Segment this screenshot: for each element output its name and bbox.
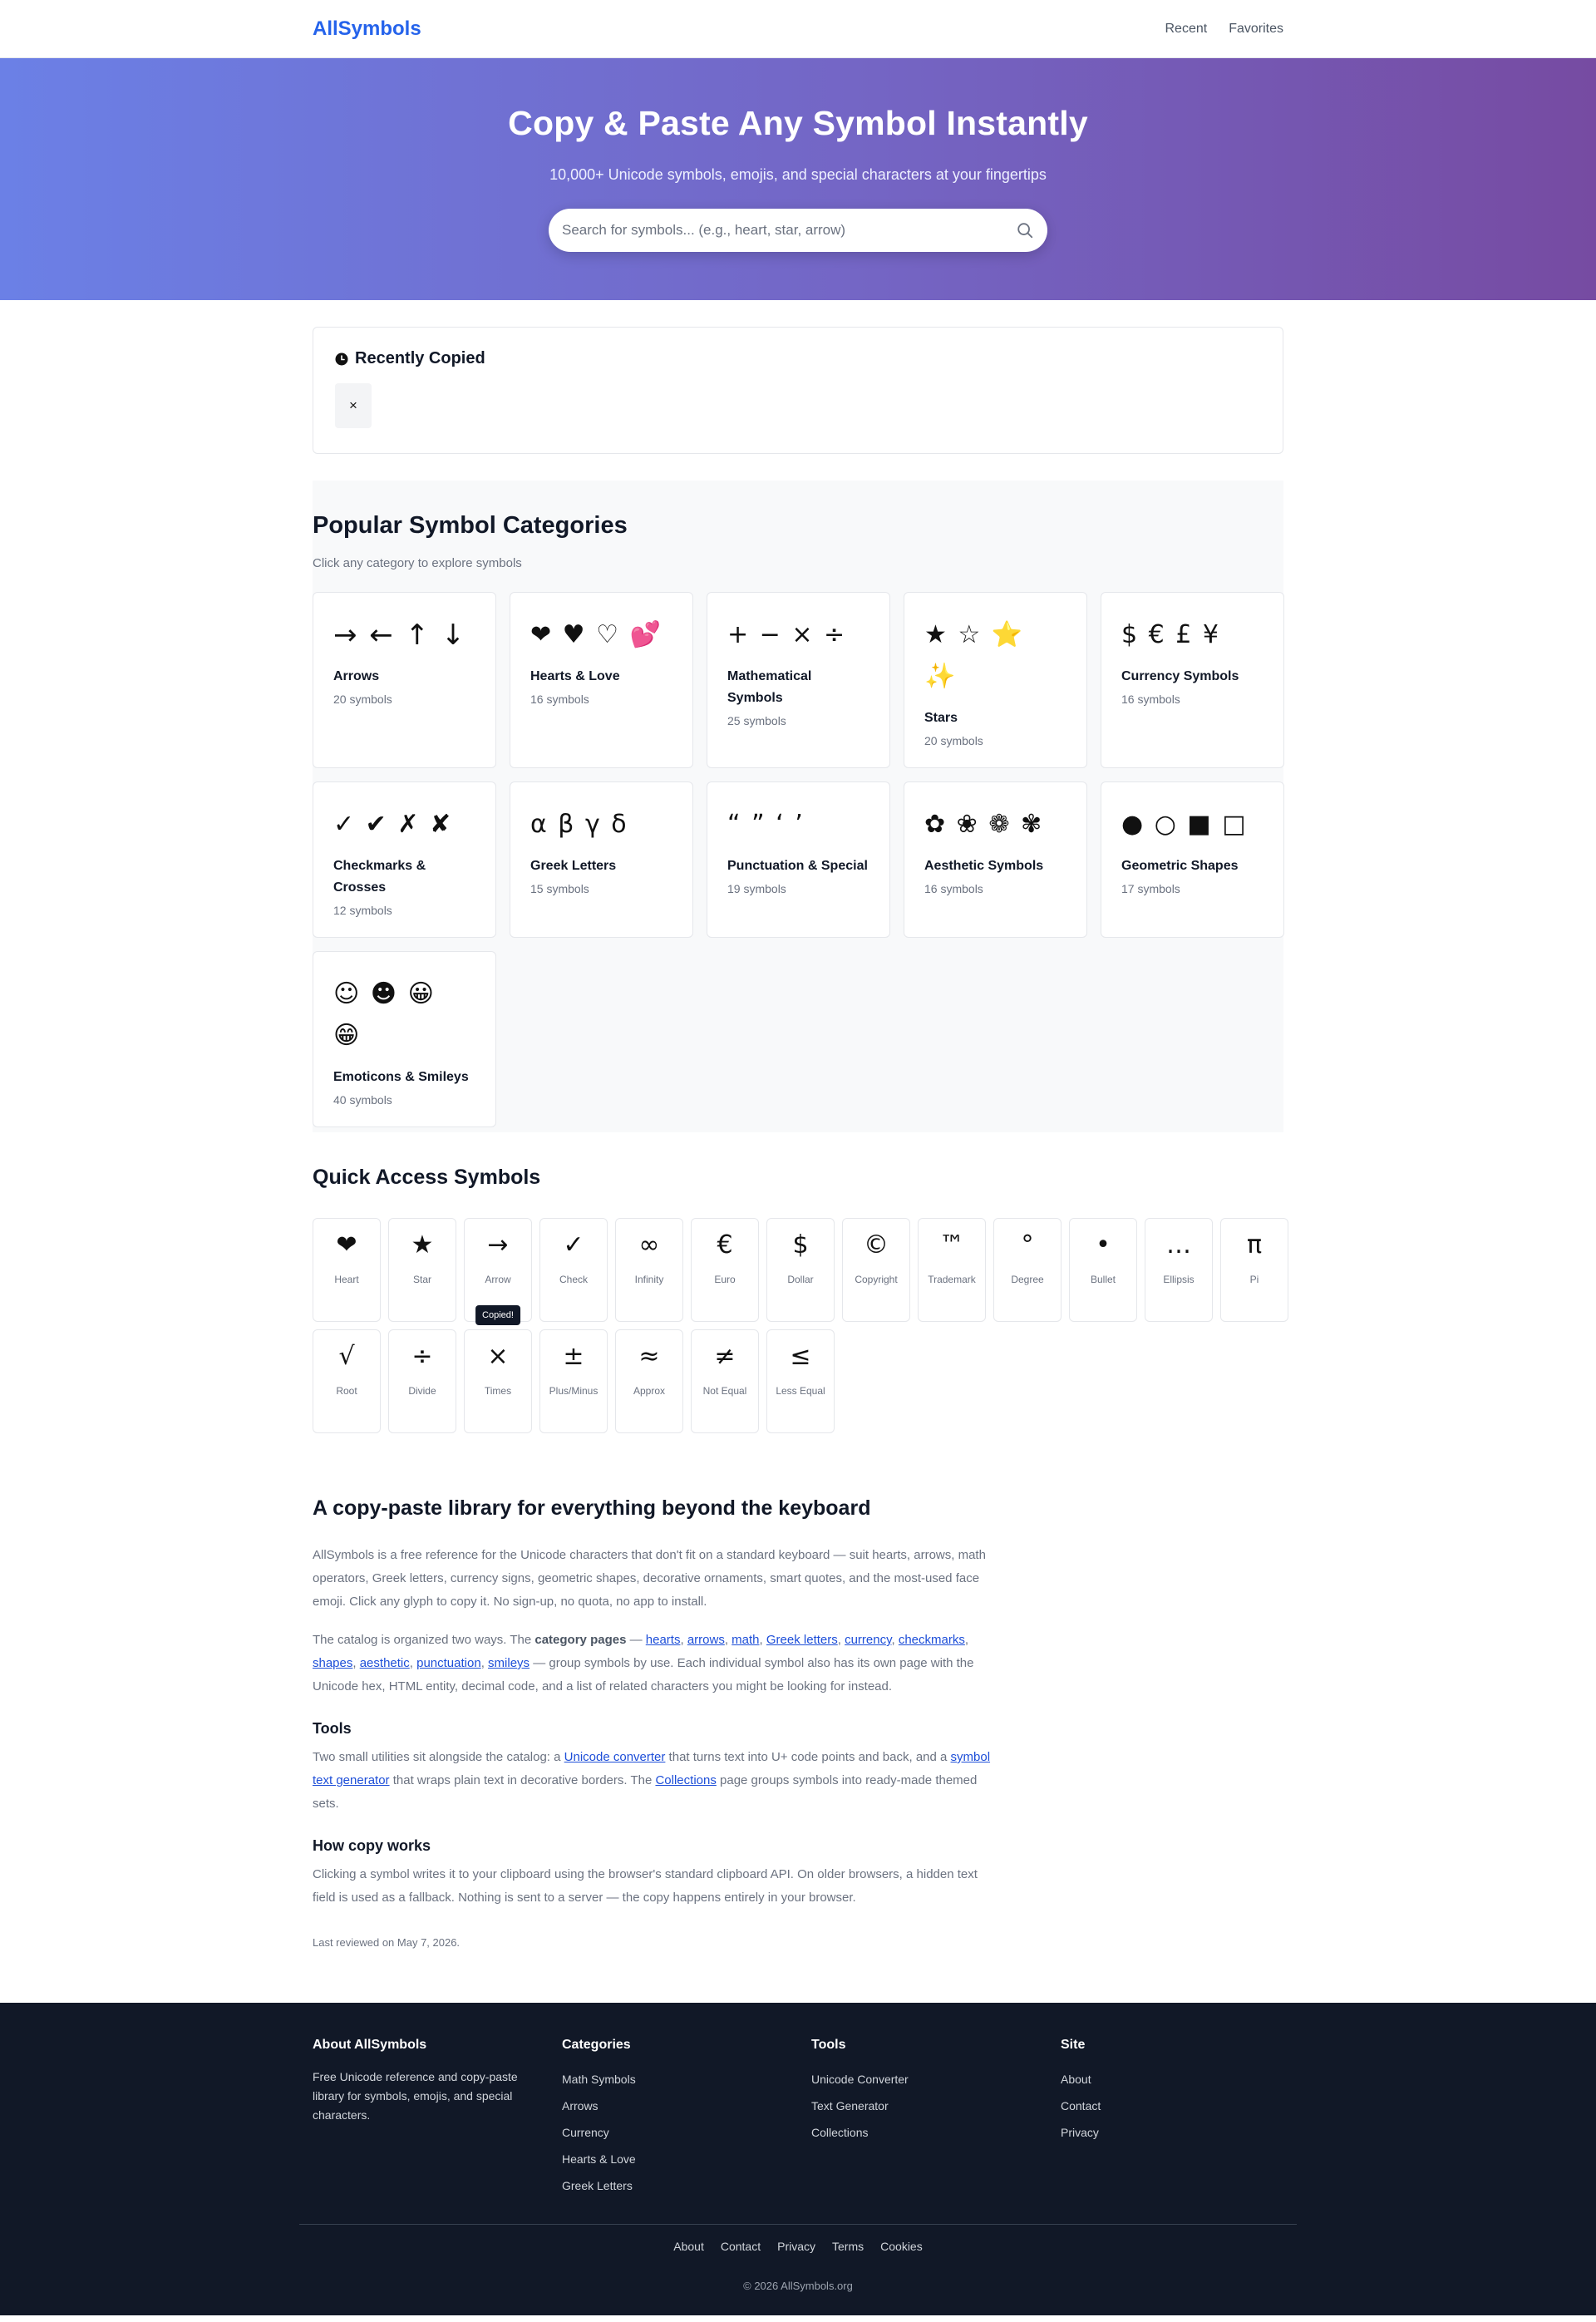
footer-divider: [299, 2224, 1297, 2225]
quick-symbol-glyph: ÷: [411, 1342, 433, 1371]
category-name: Mathematical Symbols: [727, 669, 812, 705]
quick-symbol-label: Root: [336, 1385, 357, 1397]
footer-link-collections[interactable]: Collections: [811, 2126, 869, 2139]
quick-symbol-euro[interactable]: [691, 1218, 759, 1322]
category-card-arrows[interactable]: [313, 592, 496, 768]
footer-tools-column: [811, 2038, 1061, 2199]
footer-site-title: Site: [1061, 2038, 1086, 2052]
top-nav: [1165, 22, 1284, 37]
quick-symbol-label: Not Equal: [702, 1385, 747, 1397]
quick-symbol-bullet[interactable]: [1069, 1218, 1137, 1322]
quick-symbol-root[interactable]: [313, 1329, 381, 1433]
quick-symbol-glyph: ❤: [336, 1230, 357, 1260]
link-hearts[interactable]: hearts: [645, 1633, 681, 1647]
link-smileys[interactable]: smileys: [488, 1656, 530, 1670]
quick-symbol-label: Check: [559, 1274, 588, 1285]
footer-categories-list: [562, 2066, 811, 2199]
quick-symbol-glyph: …: [1166, 1230, 1191, 1260]
search-bar: [549, 209, 1047, 252]
category-glyphs: α β γ δ: [530, 810, 628, 839]
category-glyphs: → ← ↑ ↓: [333, 619, 467, 652]
footer-link-about[interactable]: About: [1061, 2073, 1091, 2086]
hero-subtitle: 10,000+ Unicode symbols, emojis, and special characters at your fingertips: [549, 166, 1047, 183]
category-name: Aesthetic Symbols: [924, 859, 1044, 873]
quick-symbol-glyph: π: [1246, 1230, 1263, 1260]
quick-symbol-label: Degree: [1011, 1274, 1044, 1285]
quick-symbol-glyph: ✓: [563, 1230, 584, 1260]
quick-symbol-glyph: ≤: [790, 1342, 811, 1371]
category-card-greek[interactable]: [510, 781, 693, 938]
category-count: 16 symbols: [924, 882, 983, 895]
site-header: [0, 0, 1596, 58]
category-card-hearts[interactable]: [510, 592, 693, 768]
category-card-aesthetic[interactable]: [904, 781, 1087, 938]
category-card-math[interactable]: [707, 592, 890, 768]
category-grid: [313, 592, 1283, 1127]
footer-link-privacy[interactable]: Privacy: [1061, 2126, 1099, 2139]
bottom-link-contact[interactable]: Contact: [720, 2240, 761, 2253]
quick-symbol-label: Dollar: [787, 1274, 814, 1285]
quick-symbol-label: Trademark: [928, 1274, 976, 1285]
quick-symbol-trademark[interactable]: [918, 1218, 986, 1322]
article: [313, 1496, 994, 1955]
tools-paragraph: [313, 1746, 994, 1816]
category-count: 16 symbols: [1121, 693, 1180, 706]
link-currency[interactable]: currency: [845, 1633, 892, 1647]
article-title: A copy-paste library for everything beyond the keyboard: [313, 1496, 871, 1520]
link-greek-letters[interactable]: Greek letters: [766, 1633, 838, 1647]
site-footer: [0, 2003, 1596, 2315]
footer-about-column: [313, 2038, 562, 2199]
category-count: 12 symbols: [333, 904, 392, 917]
category-glyphs: ✓ ✔ ✗ ✘: [333, 810, 453, 839]
main-content: [313, 327, 1283, 454]
category-card-geometric[interactable]: [1101, 781, 1284, 938]
link-collections[interactable]: Collections: [655, 1773, 717, 1787]
category-count: 16 symbols: [530, 693, 589, 706]
link-symbol-text-generator[interactable]: symbol text generator: [313, 1750, 991, 1787]
category-glyphs: ☺ ☻ 😀 😁: [333, 979, 436, 1050]
footer-link-text-generator[interactable]: Text Generator: [811, 2099, 889, 2112]
bottom-link-terms[interactable]: Terms: [832, 2240, 864, 2253]
tools-text: that turns text into U+ code points and back, and a: [665, 1750, 951, 1764]
category-card-emoticons[interactable]: [313, 951, 496, 1127]
category-name: Greek Letters: [530, 859, 617, 873]
clock-icon: [335, 352, 348, 366]
category-name: Punctuation & Special: [727, 859, 868, 873]
quick-symbol-not-equal[interactable]: [691, 1329, 759, 1433]
footer-link-math-symbols[interactable]: Math Symbols: [562, 2073, 636, 2086]
quick-symbol-label: Star: [412, 1274, 431, 1285]
catalog-bold: category pages: [534, 1633, 627, 1647]
category-glyphs: ❤ ♥ ♡ 💕: [530, 620, 663, 649]
quick-symbol-label: Euro: [714, 1274, 736, 1285]
link-punctuation[interactable]: punctuation: [416, 1656, 481, 1670]
quick-access-grid: [313, 1218, 1283, 1433]
tools-text: Two small utilities sit alongside the catalog: a: [313, 1750, 564, 1764]
footer-about-title: About AllSymbols: [313, 2038, 427, 2052]
quick-symbol-glyph: €: [717, 1230, 733, 1260]
footer-columns: [313, 2003, 1283, 2199]
quick-symbol-glyph: °: [1021, 1230, 1034, 1260]
link-unicode-converter[interactable]: Unicode converter: [564, 1750, 666, 1764]
catalog-text: The catalog is organized two ways. The: [313, 1633, 535, 1647]
category-name: Emoticons & Smileys: [333, 1070, 469, 1084]
article-intro: AllSymbols is a free reference for the Unicode characters that don't fit on a standard keyboard — suit hearts, arrows, math operators, Greek letters, currency signs, geometric shapes, decorative ornaments, smart quotes, and the most-used face emoji. Click any glyph to copy it. No sign-up, no quota, no app to install.: [313, 1548, 986, 1609]
category-count: 20 symbols: [924, 734, 983, 747]
quick-symbol-star[interactable]: [388, 1218, 456, 1322]
link-shapes[interactable]: shapes: [313, 1656, 353, 1670]
recently-copied-panel: [313, 327, 1283, 454]
recently-copied-header: [335, 349, 1261, 368]
quick-symbol-glyph: ±: [563, 1342, 584, 1371]
footer-categories-title: Categories: [562, 2038, 631, 2052]
quick-symbol-label: Arrow: [485, 1274, 511, 1285]
footer-bottom-links: [0, 2240, 1596, 2253]
footer-about-text: Free Unicode reference and copy-paste library for symbols, emojis, and special characters.: [313, 2070, 518, 2122]
hero-banner: [0, 58, 1596, 300]
quick-symbol-label: Divide: [408, 1385, 436, 1397]
category-count: 40 symbols: [333, 1093, 392, 1107]
category-count: 15 symbols: [530, 882, 589, 895]
category-glyphs: ★ ☆ ⭐ ✨: [924, 620, 1025, 691]
quick-symbol-label: Heart: [334, 1274, 359, 1285]
category-glyphs: ● ○ ■ □: [1121, 810, 1248, 839]
link-checkmarks[interactable]: checkmarks: [898, 1633, 965, 1647]
quick-symbol-glyph: ≠: [714, 1342, 736, 1371]
quick-symbol-label: Bullet: [1090, 1274, 1116, 1285]
category-name: Checkmarks & Crosses: [333, 859, 426, 895]
how-copy-works-heading: How copy works: [313, 1837, 431, 1854]
footer-site-list: [1061, 2066, 1310, 2146]
category-name: Stars: [924, 711, 958, 725]
quick-symbol-glyph: √: [338, 1342, 355, 1371]
quick-symbol-infinity[interactable]: [615, 1218, 683, 1322]
quick-symbol-glyph: ©: [864, 1230, 889, 1260]
search-icon[interactable]: [1016, 221, 1034, 239]
tools-text: page groups symbols into ready-made themed sets.: [313, 1773, 978, 1811]
quick-symbol-label: Plus/Minus: [549, 1385, 598, 1397]
how-copy-works-paragraph: Clicking a symbol writes it to your clipboard using the browser's standard clipboard API. On older browsers, a hidden text field is used as a fallback. Nothing is sent to a server — the copy happens entirely in your browser.: [313, 1867, 978, 1905]
category-card-stars[interactable]: [904, 592, 1087, 768]
catalog-text-end: — group symbols by use. Each individual symbol also has its own page with the Unicode hex, HTML entity, decimal code, and a list of related characters you might be looking for instead.: [313, 1656, 974, 1693]
quick-symbol-glyph: ™: [939, 1230, 964, 1260]
quick-symbol-label: Approx: [633, 1385, 666, 1397]
quick-symbol-label: Less Equal: [776, 1385, 825, 1397]
category-glyphs: + − × ÷: [727, 620, 847, 649]
quick-symbol-label: Pi: [1249, 1274, 1259, 1285]
quick-symbol-degree[interactable]: [993, 1218, 1062, 1322]
quick-symbol-label: Times: [484, 1385, 512, 1397]
footer-link-hearts-love[interactable]: Hearts & Love: [562, 2152, 636, 2166]
copyright: © 2026 AllSymbols.org: [743, 2280, 853, 2292]
category-card-currency[interactable]: [1101, 592, 1284, 768]
recent-items: [335, 383, 1261, 428]
category-count: 17 symbols: [1121, 882, 1180, 895]
footer-link-arrows[interactable]: Arrows: [562, 2099, 598, 2112]
about-section: [313, 1496, 1283, 1955]
hero-title: Copy & Paste Any Symbol Instantly: [508, 104, 1088, 142]
category-glyphs: ✿ ❀ ❁ ✾: [924, 810, 1044, 839]
category-name: Arrows: [333, 669, 380, 683]
search-input[interactable]: [562, 222, 1016, 239]
quick-access-section: [313, 1166, 1283, 1433]
quick-symbol-plus-minus[interactable]: [539, 1329, 608, 1433]
copied-tooltip: Copied!: [475, 1305, 520, 1325]
quick-access-title: Quick Access Symbols: [313, 1166, 541, 1189]
recently-copied-title: Recently Copied: [355, 349, 485, 367]
category-count: 19 symbols: [727, 882, 786, 895]
footer-link-currency[interactable]: Currency: [562, 2126, 609, 2139]
footer-link-greek-letters[interactable]: Greek Letters: [562, 2179, 633, 2192]
category-card-punctuation[interactable]: [707, 781, 890, 938]
category-name: Hearts & Love: [530, 669, 620, 683]
link-aesthetic[interactable]: aesthetic: [359, 1656, 410, 1670]
link-math[interactable]: math: [732, 1633, 760, 1647]
bottom-link-cookies[interactable]: Cookies: [880, 2240, 923, 2253]
site-logo[interactable]: AllSymbols: [313, 17, 421, 40]
category-name: Geometric Shapes: [1121, 859, 1239, 873]
quick-symbol-less-equal[interactable]: [766, 1329, 835, 1433]
footer-tools-title: Tools: [811, 2038, 846, 2052]
quick-symbol-glyph: ★: [411, 1230, 434, 1260]
categories-title: Popular Symbol Categories: [313, 512, 628, 539]
tools-heading: Tools: [313, 1720, 352, 1737]
quick-symbol-label: Infinity: [634, 1274, 664, 1285]
footer-site-column: [1061, 2038, 1310, 2199]
quick-symbol-glyph: →: [487, 1230, 509, 1260]
quick-symbol-pi[interactable]: [1220, 1218, 1288, 1322]
quick-symbol-glyph: $: [792, 1230, 809, 1260]
bottom-link-about[interactable]: About: [673, 2240, 704, 2253]
category-card-checkmarks[interactable]: [313, 781, 496, 938]
article-catalog-paragraph: The catalog is organized two ways. The category pages — hearts, arrows, math, Greek letters, currency, checkmarks, shapes, aesthetic, punctuation, smileys — group symbols by use. Each individual symbol also has its own page with the Unicode hex, HTML entity, decimal code, and a list of related characters you might be looking for instead.: [313, 1633, 974, 1693]
category-count: 25 symbols: [727, 714, 786, 727]
catalog-dash: —: [626, 1633, 646, 1647]
nav-favorites-link[interactable]: Favorites: [1229, 22, 1283, 36]
footer-link-contact[interactable]: Contact: [1061, 2099, 1101, 2112]
last-reviewed: Last reviewed on May 7, 2026.: [313, 1936, 461, 1949]
quick-symbol-glyph: ×: [487, 1342, 509, 1371]
quick-symbol-heart[interactable]: [313, 1218, 381, 1322]
categories-section: [313, 481, 1283, 1132]
quick-symbol-glyph: ∞: [638, 1230, 660, 1260]
quick-symbol-dollar[interactable]: [766, 1218, 835, 1322]
quick-symbol-check[interactable]: [539, 1218, 608, 1322]
category-glyphs: “ ” ‘ ’: [727, 810, 805, 839]
recent-symbol-chip[interactable]: ×: [335, 383, 372, 428]
link-arrows[interactable]: arrows: [687, 1633, 725, 1647]
quick-symbol-glyph: ≈: [638, 1342, 660, 1371]
quick-symbol-glyph: •: [1096, 1230, 1111, 1260]
footer-tools-list: [811, 2066, 1061, 2146]
bottom-link-privacy[interactable]: Privacy: [777, 2240, 816, 2253]
quick-symbol-approx[interactable]: [615, 1329, 683, 1433]
categories-subtitle: Click any category to explore symbols: [313, 556, 522, 570]
quick-symbol-label: Ellipsis: [1163, 1274, 1195, 1285]
tools-text: that wraps plain text in decorative borders. The: [389, 1773, 656, 1787]
quick-symbol-divide[interactable]: [388, 1329, 456, 1433]
category-glyphs: $ € £ ¥: [1121, 620, 1220, 649]
footer-categories-column: [562, 2038, 811, 2199]
category-count: 20 symbols: [333, 693, 392, 706]
quick-symbol-label: Copyright: [855, 1274, 898, 1285]
quick-symbol-ellipsis[interactable]: [1145, 1218, 1213, 1322]
footer-link-unicode-converter[interactable]: Unicode Converter: [811, 2073, 909, 2086]
category-name: Currency Symbols: [1121, 669, 1239, 683]
nav-recent-link[interactable]: Recent: [1165, 22, 1208, 36]
quick-symbol-copyright[interactable]: [842, 1218, 910, 1322]
quick-symbol-times[interactable]: [464, 1310, 532, 1433]
